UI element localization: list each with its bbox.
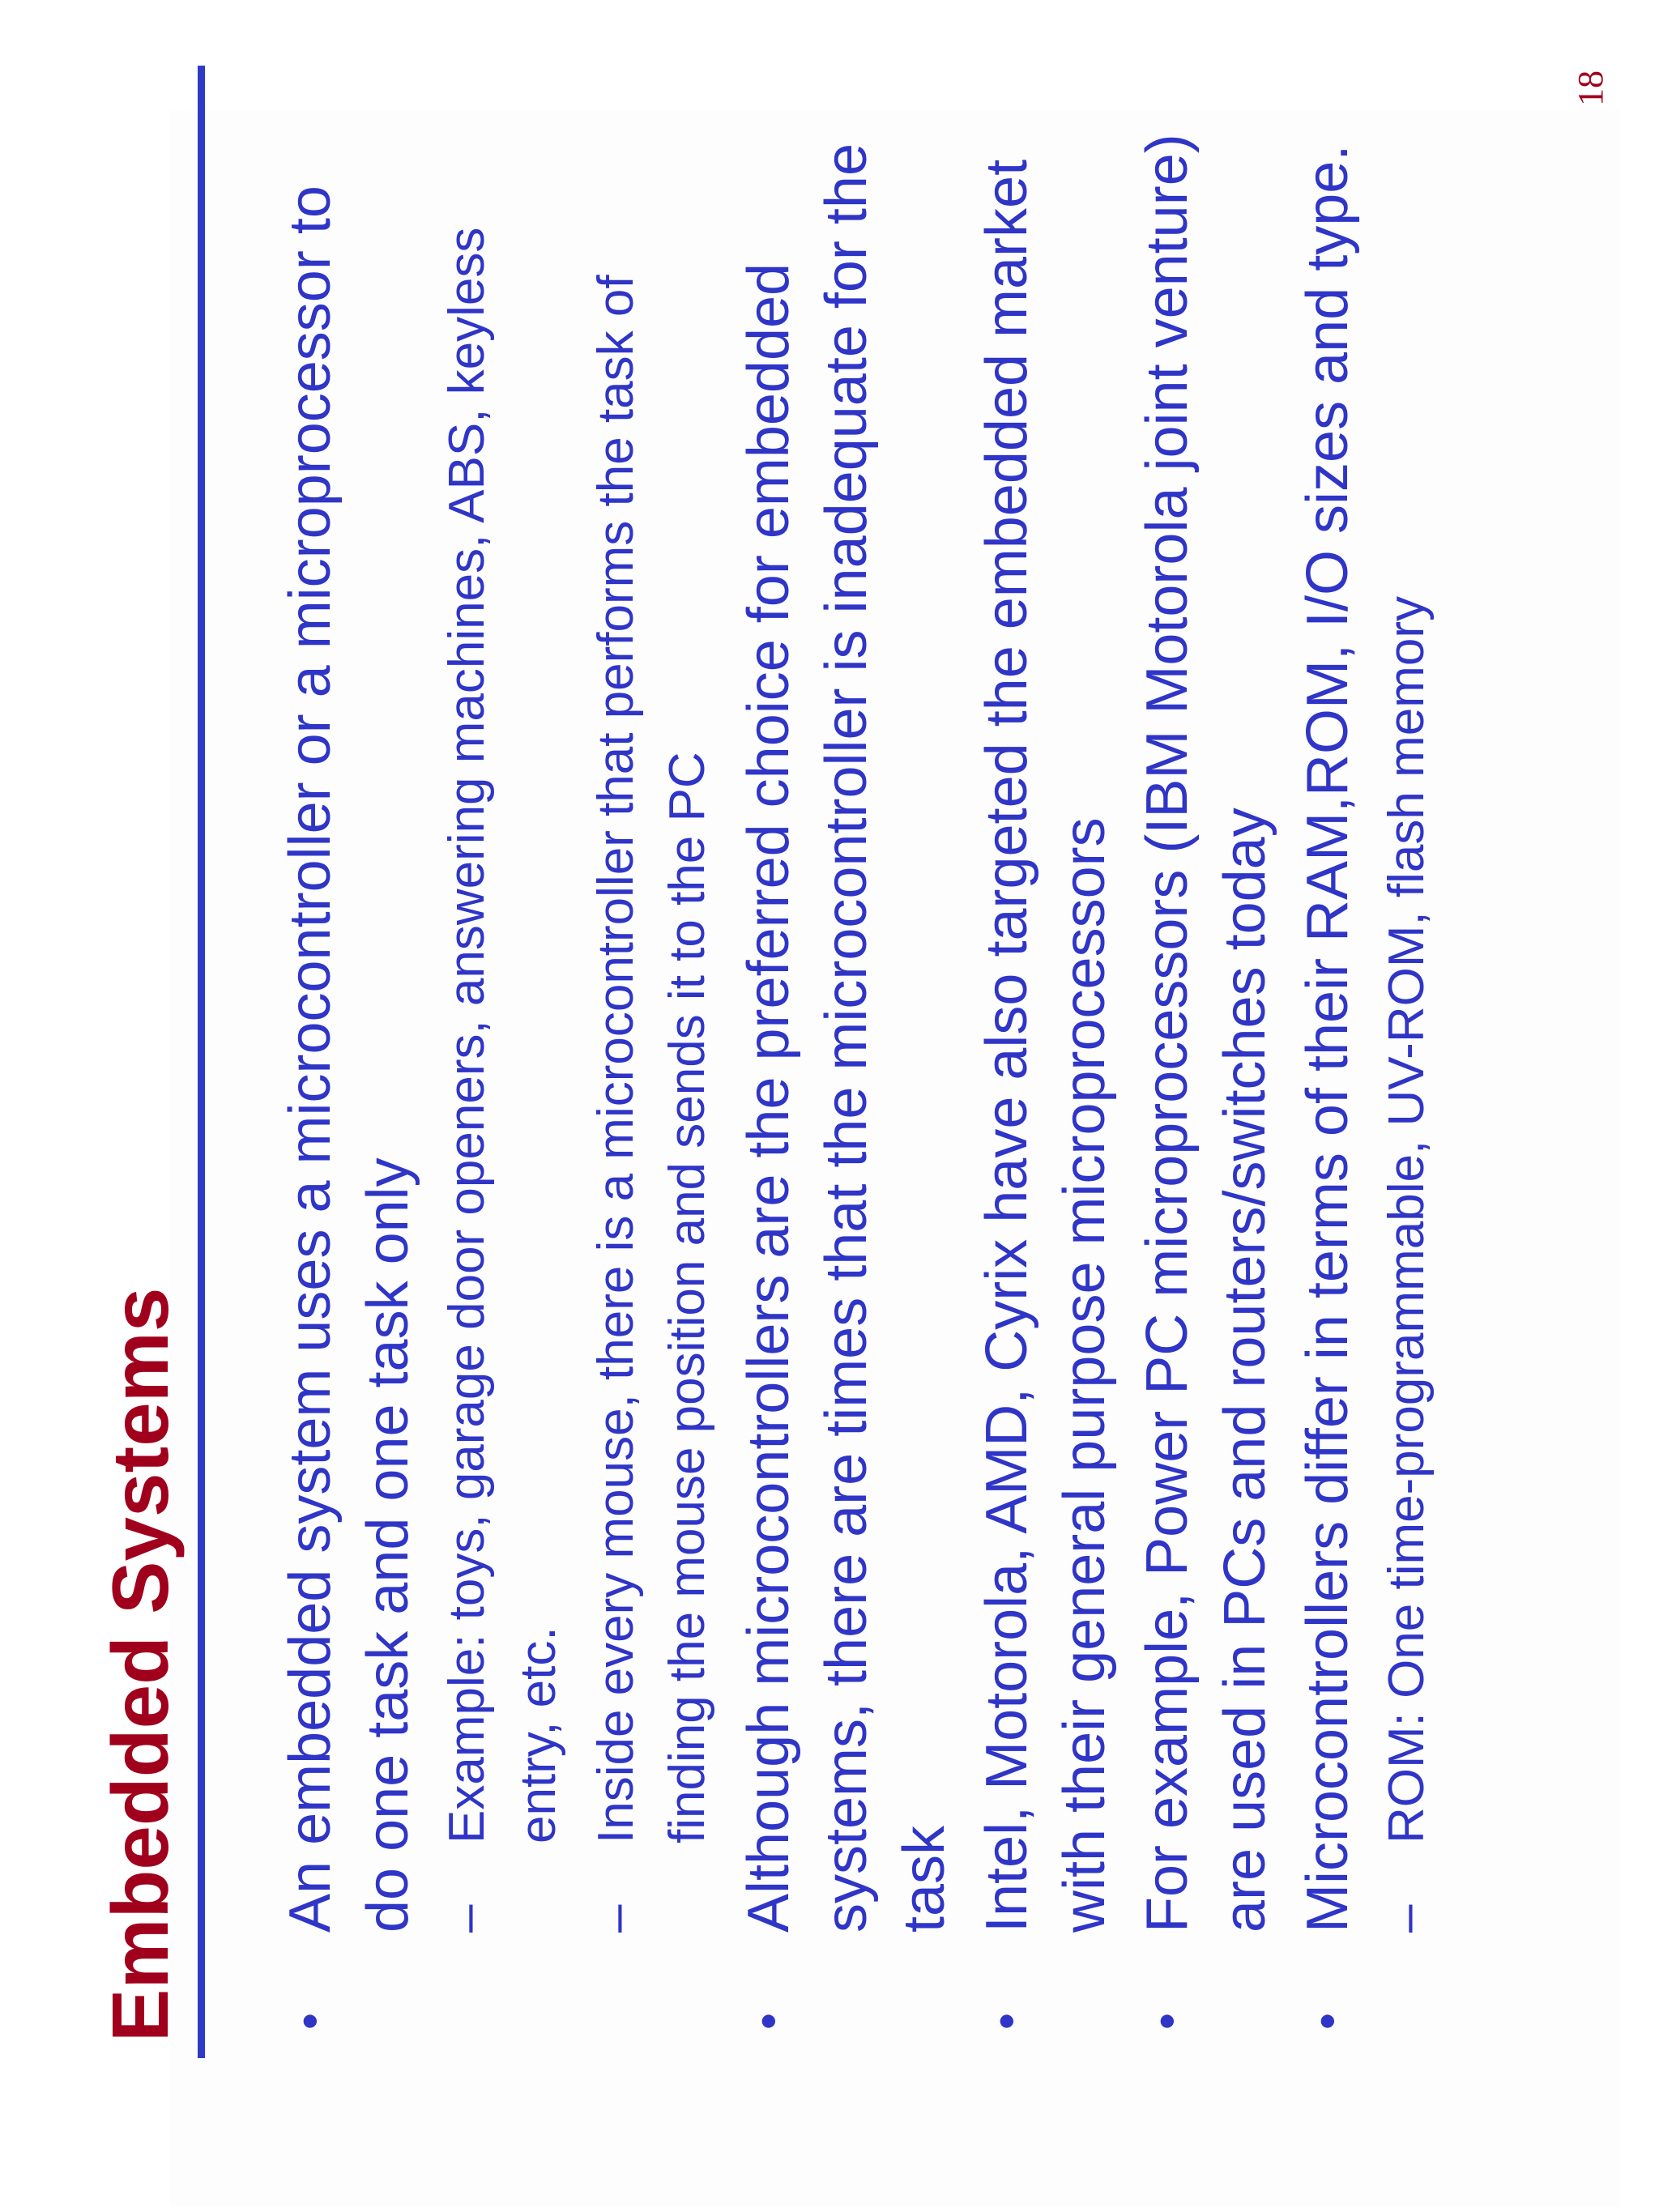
bullet-marker: • — [979, 2012, 1034, 2030]
bullet-text: Although microcontrollers are the preferred choice for embedded systems, there are times that the microcontroller is inadequate for the task — [736, 143, 957, 1933]
bullet-item — [1289, 118, 1367, 2030]
bullet-marker: • — [1300, 2012, 1354, 2030]
bullet-text: For example, Power PC microprocessors (IBM Motorola joint venture) are used in PCs and routers/switches today — [1135, 134, 1277, 1933]
bullet-item — [730, 118, 963, 2030]
bullet-item — [1128, 118, 1284, 2030]
bullet-item — [271, 118, 427, 2030]
bullet-marker: • — [283, 2012, 337, 2030]
slide-title: Embedded Systems — [96, 1287, 185, 2042]
sub-bullet-item — [432, 118, 574, 2030]
sub-bullet-item — [581, 118, 723, 2030]
bullet-text: Intel, Motorola, AMD, Cyrix have also targeted the embedded market with their general purpose microprocessors — [975, 159, 1117, 1933]
bullet-marker: • — [741, 2012, 795, 2030]
dash-marker: – — [439, 1904, 495, 1933]
bullet-text: Microcontrollers differ in terms of their RAM,ROM, I/O sizes and type. — [1295, 144, 1360, 1933]
page-number: 18 — [1571, 70, 1610, 106]
sub-bullet-text: ROM: One time-programmable, UV-ROM, flash memory — [1379, 595, 1435, 1843]
sub-bullet-item — [1371, 118, 1443, 2030]
bullet-marker: • — [1140, 2012, 1194, 2030]
bullet-item — [968, 118, 1124, 2030]
bullet-text: An embedded system uses a microcontroller or a microprocessor to do one task and one task only — [278, 185, 420, 1933]
bullet-list — [271, 118, 1449, 2030]
dash-marker: – — [588, 1904, 644, 1933]
sub-bullet-text: Example: toys, garage door openers, answering machines, ABS, keyless entry, etc. — [439, 227, 566, 1843]
title-underline — [198, 66, 205, 2058]
dash-marker: – — [1379, 1904, 1435, 1933]
sub-bullet-text: Inside every mouse, there is a microcontroller that performs the task of finding the mouse position and sends it to the PC — [588, 275, 715, 1843]
